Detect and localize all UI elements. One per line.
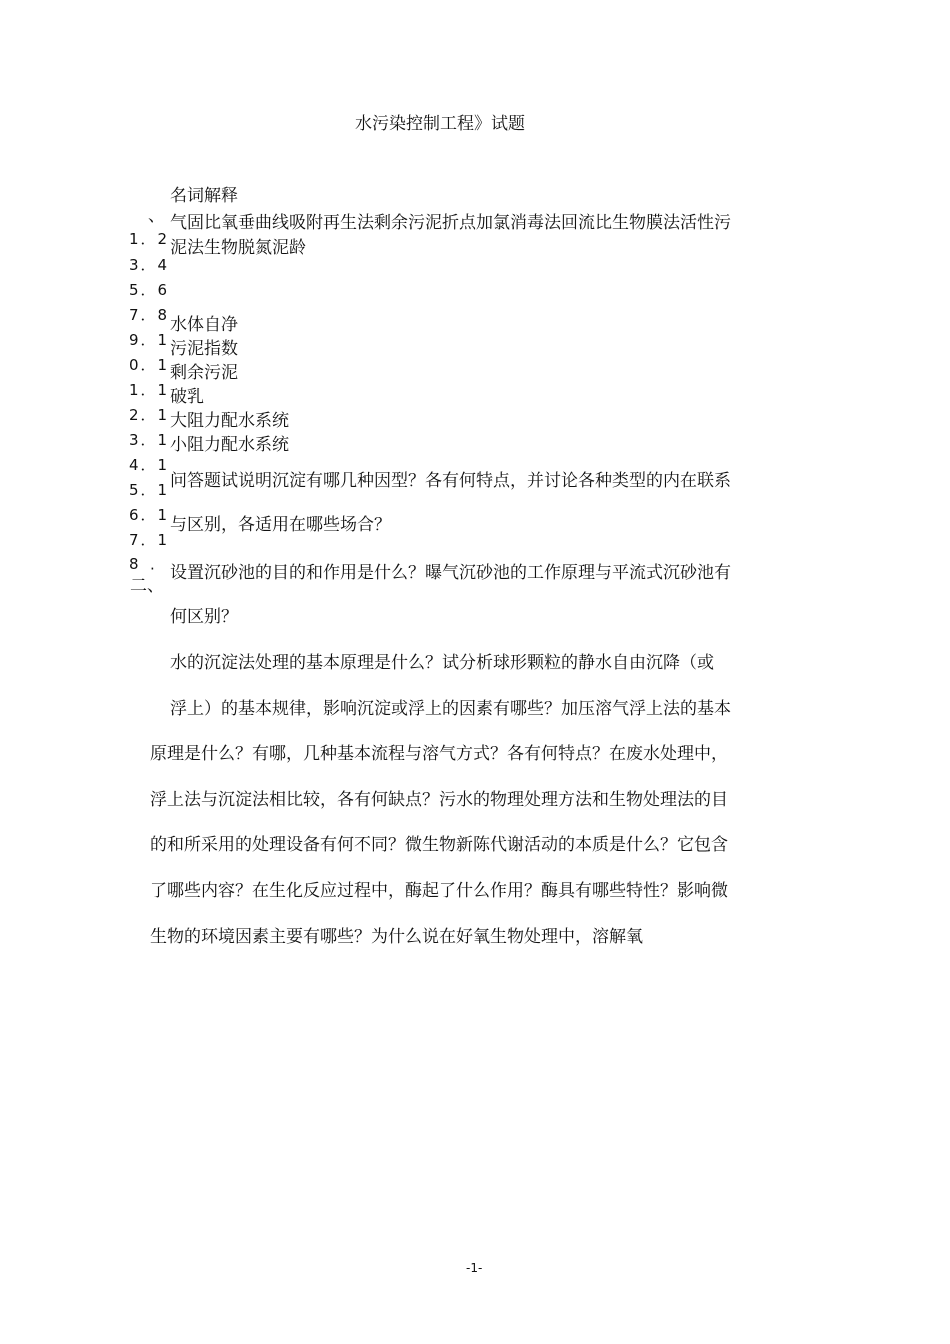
term-item: 水体自净 xyxy=(170,315,238,335)
item-number: 2．1 xyxy=(129,406,170,424)
document-title: 水污染控制工程》试题 xyxy=(355,114,525,134)
item-number: 0．1 xyxy=(129,356,170,374)
item-number: 3．4 xyxy=(129,256,170,274)
question-1-line-1: 问答题试说明沉淀有哪几种因型？各有何特点，并讨论各种类型的内在联系 xyxy=(170,471,731,491)
paragraph-line: 浮上法与沉淀法相比较，各有何缺点？污水的物理处理方法和生物处理法的目 xyxy=(150,790,728,810)
question-2-line-2: 何区别？ xyxy=(170,607,238,627)
terms-line-2: 泥法生物脱氮泥龄 xyxy=(170,238,306,258)
paragraph-line: 原理是什么？有哪，几种基本流程与溶气方式？各有何特点？在废水处理中， xyxy=(150,744,728,764)
paragraph-line: 生物的环境因素主要有哪些？为什么说在好氧生物处理中，溶解氧 xyxy=(150,927,643,947)
item-number: 7．8 xyxy=(129,306,170,324)
term-item: 破乳 xyxy=(170,387,204,407)
question-1-line-2: 与区别，各适用在哪些场合？ xyxy=(170,515,391,535)
item-number: 6．1 xyxy=(129,506,170,524)
section1-mark: 、 xyxy=(148,206,165,226)
term-item: 小阻力配水系统 xyxy=(170,435,289,455)
terms-line-1: 气固比氧垂曲线吸附再生法剩余污泥折点加氯消毒法回流比生物膜法活性污 xyxy=(170,213,731,233)
paragraph-line: 了哪些内容？在生化反应过程中，酶起了什么作用？酶具有哪些特性？影响微 xyxy=(150,881,728,901)
item-number: 3．1 xyxy=(129,431,170,449)
question-2-line-1: 设置沉砂池的目的和作用是什么？曝气沉砂池的工作原理与平流式沉砂池有 xyxy=(170,563,731,583)
section1-heading: 名词解释 xyxy=(170,186,238,206)
term-item: 剩余污泥 xyxy=(170,363,238,383)
item-number: 1．1 xyxy=(129,381,170,399)
section2-marker: 二、 xyxy=(130,576,164,596)
bullet-mark: · xyxy=(150,560,155,578)
item-number: 1．2 xyxy=(129,230,170,248)
paragraph-line: 的和所采用的处理设备有何不同？微生物新陈代谢活动的本质是什么？它包含 xyxy=(150,835,728,855)
item-number: 4．1 xyxy=(129,456,170,474)
term-item: 污泥指数 xyxy=(170,339,238,359)
page-number: -1- xyxy=(466,1261,483,1275)
item-number: 5．6 xyxy=(129,281,170,299)
paragraph-line: 水的沉淀法处理的基本原理是什么？试分析球形颗粒的静水自由沉降（或 xyxy=(170,653,714,673)
paragraph-line: 浮上）的基本规律，影响沉淀或浮上的因素有哪些？加压溶气浮上法的基本 xyxy=(170,699,731,719)
item-number: 9．1 xyxy=(129,331,170,349)
item-number: 7．1 xyxy=(129,531,170,549)
term-item: 大阻力配水系统 xyxy=(170,411,289,431)
item-number: 5．1 xyxy=(129,481,170,499)
item-number: 8 xyxy=(129,555,141,573)
